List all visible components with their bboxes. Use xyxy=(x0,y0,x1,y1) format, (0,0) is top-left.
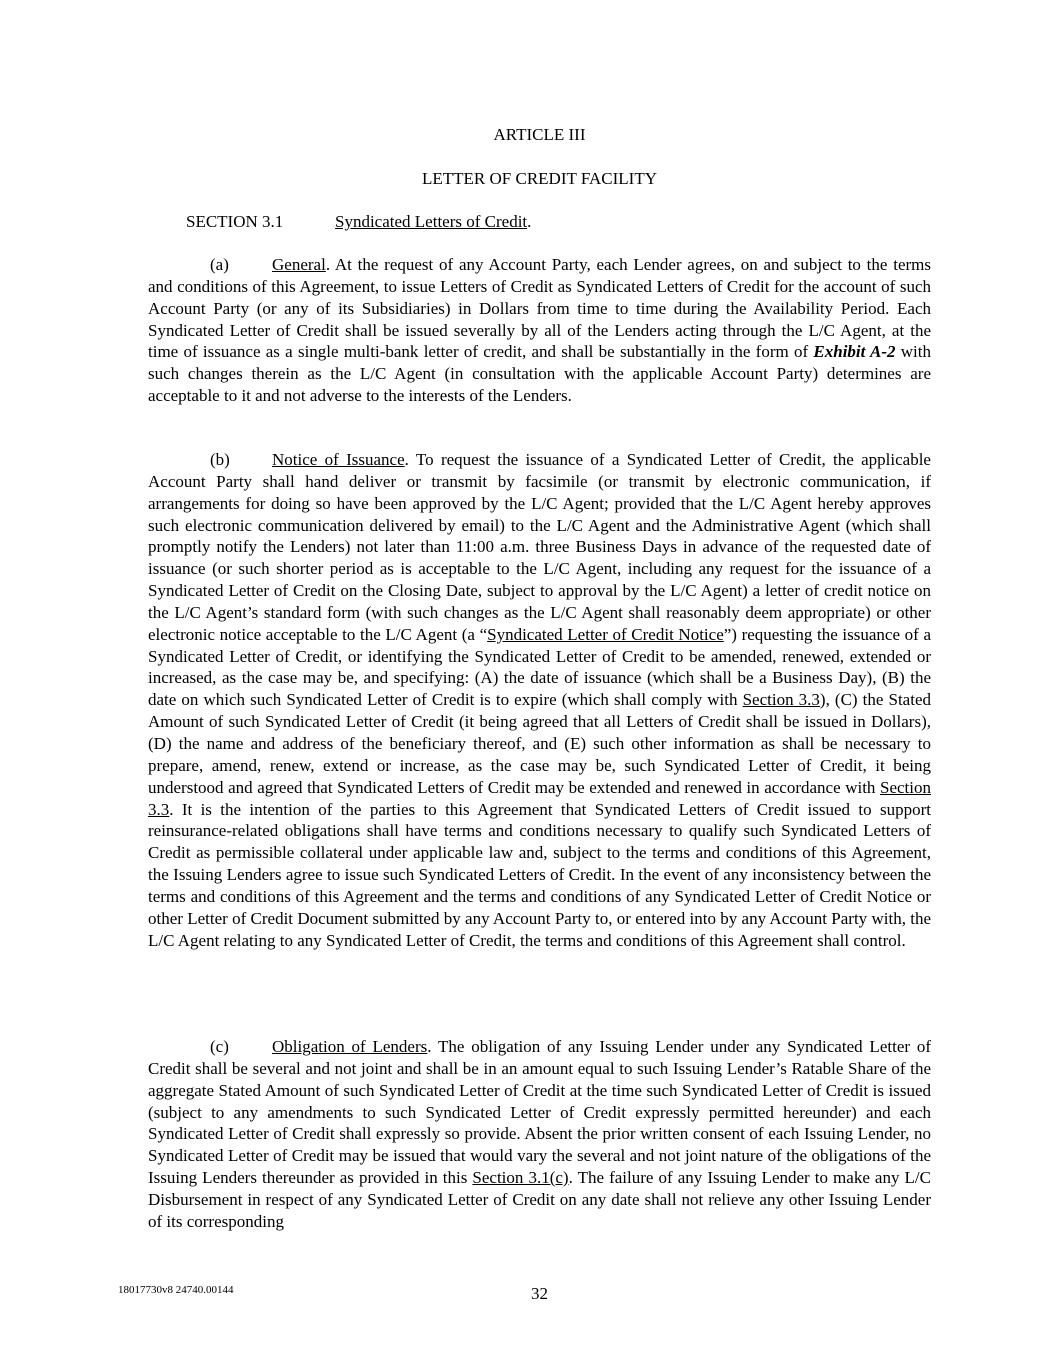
article-heading: ARTICLE III xyxy=(493,125,586,144)
paragraph-c-text-1: . The obligation of any Issuing Lender under any Syndicated Letter of Credit shall be several and not joint and shall be in an amount equal to such Issuing Lender’s Ratable Share of the aggregate Stated Amount of such Syndicated Letter of Credit at the time such Syndicated Letter of Credit is issued (subject to any amendments to such Syndicated Letter of Credit expressly permitted hereunder) and each Syndicated Letter of Credit shall expressly so provide. Absent the prior written consent of each Issuing Lender, no Syndicated Letter of Credit may be issued that would vary the several and not joint nature of the obligations of the Issuing Lenders thereunder as provided in this xyxy=(148,1037,931,1188)
paragraph-b-text-2: ”) requesting the issuance of a Syndicated Letter of Credit, or identifying the Syndicated Letter of Credit to be amended, renewed, extended or increased, as the case may be, and specifying: (A) the date of issuance (which shall be a Business Day), (B) the date on which such Syndicated Letter of Credit is to expire (which shall comply with xyxy=(148,624,931,710)
paragraph-b-text-1: . To request the issuance of a Syndicated Letter of Credit, the applicable Account Party shall hand deliver or transmit by facsimile (or transmit by electronic communication, if arrangements for doing so have been approved by the L/C Agent; provided that the L/C Agent hereby approves such electronic communication delivered by email) to the L/C Agent and the Administrative Agent (which shall promptly notify the Lenders) not later than 11:00 a.m. three Business Days in advance of the requested date of issuance (or such shorter period as is acceptable to the L/C Agent, including any request for the issuance of a Syndicated Letter of Credit on the Closing Date, subject to approval by the L/C Agent) a letter of credit notice on the L/C Agent’s standard form (with such changes as the L/C Agent shall reasonably deem appropriate) or other electronic notice acceptable to the L/C Agent (a “ xyxy=(148,450,931,644)
defined-term: Syndicated Letter of Credit Notice xyxy=(487,624,724,644)
exhibit-reference: Exhibit A-2 xyxy=(813,342,896,362)
article-title: LETTER OF CREDIT FACILITY xyxy=(422,169,657,188)
paragraph-b-text-4: . It is the intention of the parties to this Agreement that Syndicated Letters of Credit issued to support reinsurance-related obligations shall have terms and conditions necessary to qualify such Syndicated Letters of Credit as permissible collateral under applicable law and, subject to the terms and conditions of this Agreement, the Issuing Lenders agree to issue such Syndicated Letters of Credit. In the event of any inconsistency between the terms and conditions of this Agreement and the terms and conditions of any Syndicated Letter of Credit Notice or other Letter of Credit Document submitted by any Account Party to, or entered into by any Account Party with, the L/C Agent relating to any Syndicated Letter of Credit, the terms and conditions of this Agreement shall control. xyxy=(148,799,931,950)
paragraph-b xyxy=(148,449,931,951)
paragraph-a-text-1: . At the request of any Account Party, each Lender agrees, on and subject to the terms and conditions of this Agreement, to issue Letters of Credit as Syndicated Letters of Credit for the account of such Account Party (or any of its Subsidiaries) in Dollars from time to time during the Availability Period. Each Syndicated Letter of Credit shall be issued severally by all of the Lenders acting through the L/C Agent, at the time of issuance as a single multi-bank letter of credit, and shall be substantially in the form of xyxy=(148,255,931,362)
page-number: 32 xyxy=(531,1284,548,1303)
section-reference: Section 3.3 xyxy=(742,690,820,710)
section-title: Syndicated Letters of Credit xyxy=(335,212,528,231)
paragraph-b-text-3: ), (C) the Stated Amount of such Syndicated Letter of Credit (it being agreed that all Letters of Credit shall be issued in Dollars), (D) the name and address of the beneficiary thereof, and (E) such other information as shall be necessary to prepare, amend, renew, extend or increase, as the case may be, such Syndicated Letter of Credit, it being understood and agreed that Syndicated Letters of Credit may be extended and renewed in accordance with xyxy=(148,690,931,797)
paragraph-c xyxy=(148,1036,931,1233)
section-heading xyxy=(186,211,531,233)
section-number: SECTION 3.1 xyxy=(186,212,284,231)
paragraph-b-label: (b) xyxy=(210,450,230,469)
paragraph-c-heading: Obligation of Lenders xyxy=(272,1037,428,1056)
paragraph-c-label: (c) xyxy=(210,1037,229,1056)
paragraph-c-text-2: . The failure of any Issuing Lender to make any L/C Disbursement in respect of any Syndicated Letter of Credit on any date shall not relieve any other Issuing Lender of its corresponding xyxy=(148,1168,931,1231)
paragraph-b-heading: Notice of Issuance xyxy=(272,450,405,469)
paragraph-a-text-2: with such changes therein as the L/C Agent (in consultation with the applicable Account Party) determines are acceptable to it and not adverse to the interests of the Lenders. xyxy=(148,342,931,406)
paragraph-a xyxy=(148,254,931,407)
document-id: 18017730v8 24740.00144 xyxy=(118,1284,234,1296)
paragraph-a-heading: General xyxy=(272,255,326,274)
section-reference: Section 3.1(c) xyxy=(472,1168,569,1188)
section-title-end: . xyxy=(527,212,532,231)
section-reference: Section 3.3 xyxy=(148,777,931,819)
paragraph-a-label: (a) xyxy=(210,255,229,274)
